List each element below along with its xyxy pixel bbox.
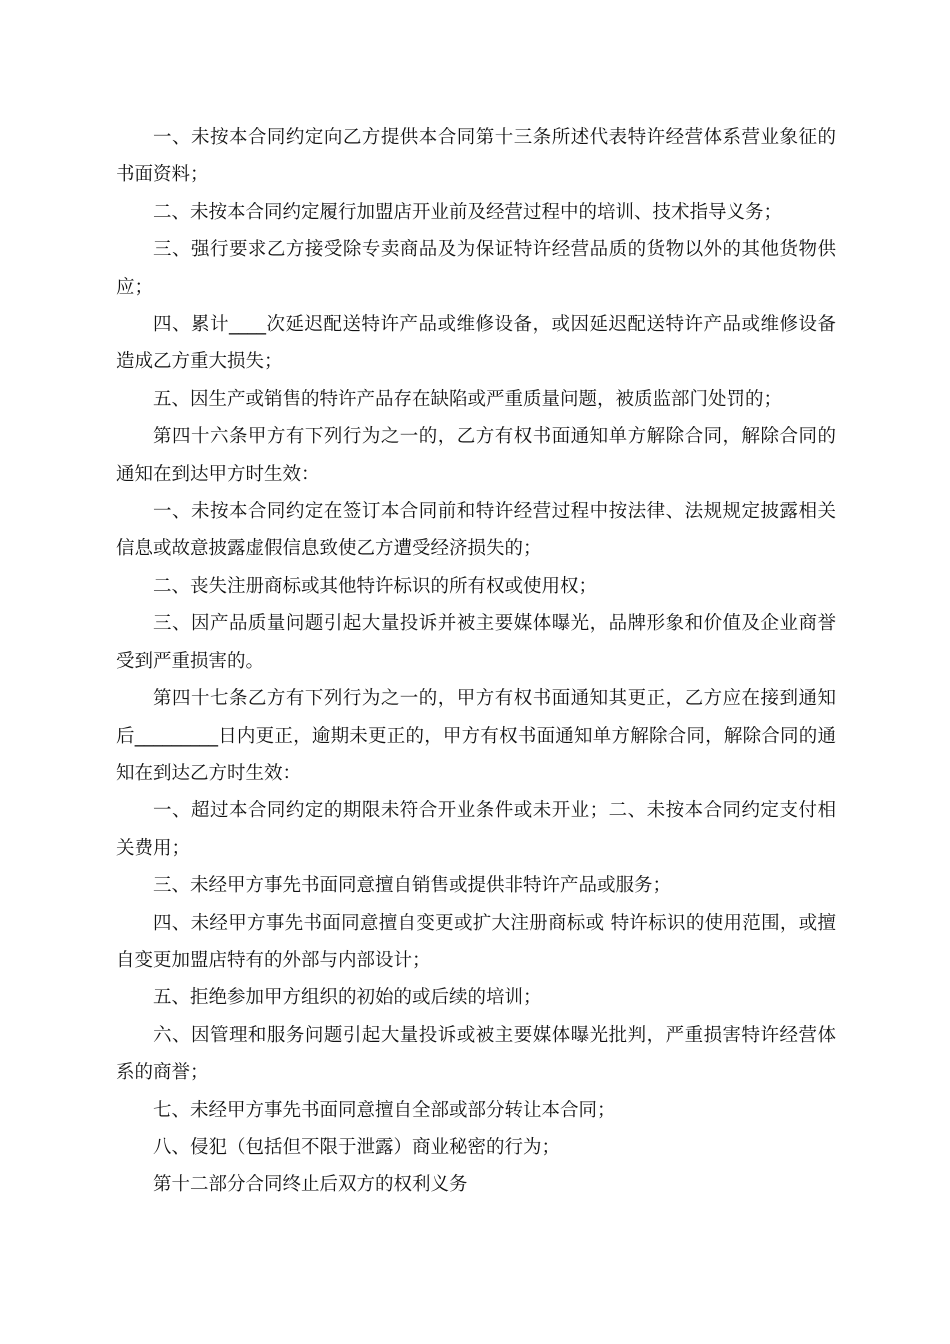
paragraph: 五、拒绝参加甲方组织的初始的或后续的培训； <box>153 987 542 1009</box>
paragraph: 三、未经甲方事先书面同意擅自销售或提供非特许产品或服务； <box>153 875 672 897</box>
paragraph: 一、超过本合同约定的期限未符合开业条件或未开业；二、未按本合同约定支付相关费用； <box>116 800 836 859</box>
paragraph: 三、强行要求乙方接受除专卖商品及为保证特许经营品质的货物以外的其他货物供应； <box>116 239 836 298</box>
paragraph: 三、因产品质量问题引起大量投诉并被主要媒体曝光，品牌形象和价值及企业商誉受到严重损害的。 <box>116 613 836 672</box>
paragraph: 四、累计____次延迟配送特许产品或维修设备，或因延迟配送特许产品或维修设备造成乙方重大损失； <box>116 314 836 373</box>
article-47-heading: 第四十七条乙方有下列行为之一的，甲方有权书面通知其更正，乙方应在接到通知后_________日内更正，逾期未更正的，甲方有权书面通知单方解除合同，解除合同的通知在到达乙方时生效： <box>116 688 836 784</box>
document-body <box>116 119 836 1204</box>
paragraph: 八、侵犯（包括但不限于泄露）商业秘密的行为； <box>153 1136 561 1158</box>
paragraph: 一、未按本合同约定在签订本合同前和特许经营过程中按法律、法规规定披露相关信息或故意披露虚假信息致使乙方遭受经济损失的； <box>116 501 836 560</box>
paragraph: 五、因生产或销售的特许产品存在缺陷或严重质量问题，被质监部门处罚的； <box>153 388 783 410</box>
paragraph: 四、未经甲方事先书面同意擅自变更或扩大注册商标或 特许标识的使用范围，或擅自变更加盟店特有的外部与内部设计； <box>116 912 836 971</box>
paragraph: 六、因管理和服务问题引起大量投诉或被主要媒体曝光批判，严重损害特许经营体系的商誉； <box>116 1024 836 1084</box>
article-46-heading: 第四十六条甲方有下列行为之一的，乙方有权书面通知单方解除合同，解除合同的通知在到达甲方时生效： <box>116 426 836 485</box>
part-12-heading: 第十二部分合同终止后双方的权利义务 <box>153 1174 468 1196</box>
paragraph: 二、丧失注册商标或其他特许标识的所有权或使用权； <box>153 575 598 597</box>
paragraph: 七、未经甲方事先书面同意擅自全部或部分转让本合同； <box>153 1099 616 1121</box>
paragraph: 一、未按本合同约定向乙方提供本合同第十三条所述代表特许经营体系营业象征的书面资料； <box>116 127 836 186</box>
paragraph: 二、未按本合同约定履行加盟店开业前及经营过程中的培训、技术指导义务； <box>153 201 783 223</box>
